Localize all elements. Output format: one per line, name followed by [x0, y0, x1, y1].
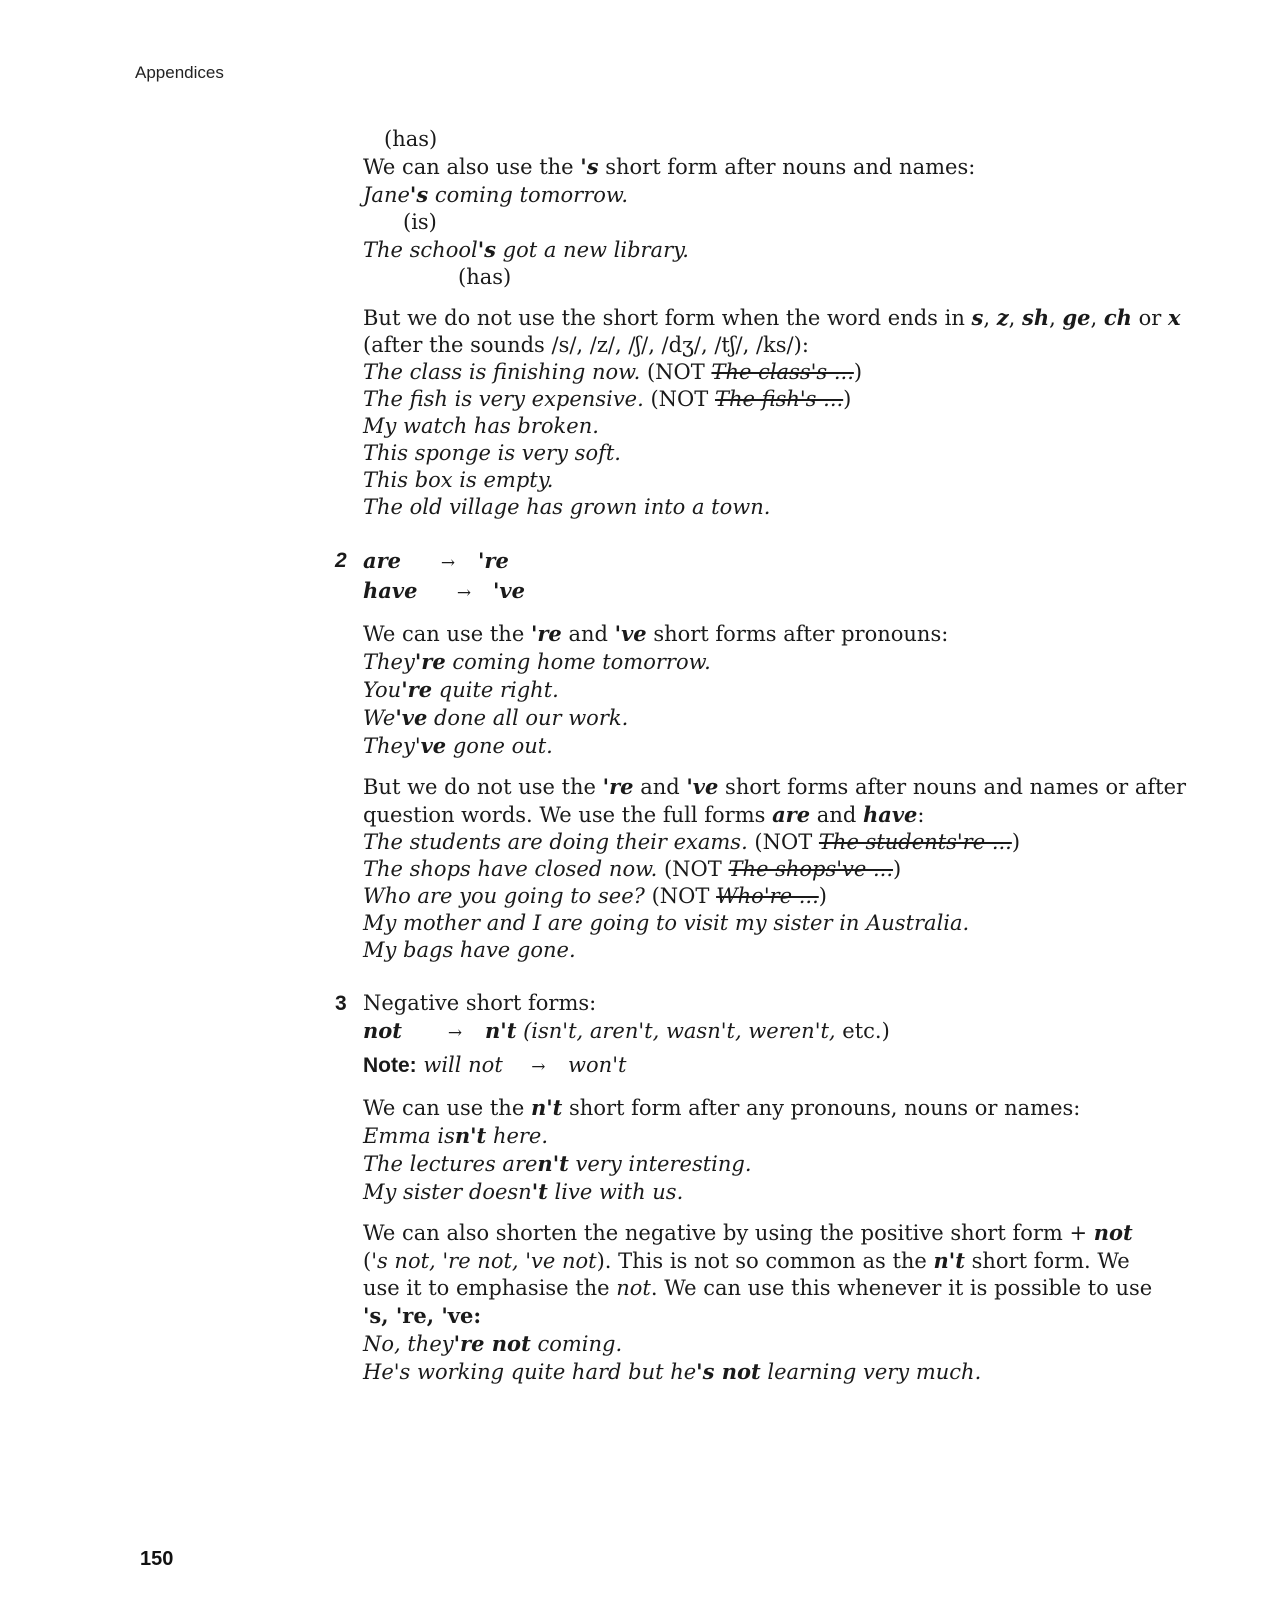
wrong-form: Who're ... — [716, 884, 819, 908]
example-janes: Jane's coming tomorrow. — [363, 182, 629, 207]
wrong-form: The fish's ... — [714, 387, 844, 411]
section-number: 3 — [335, 992, 347, 1015]
rule-short-form: But we do not use the short form when the word ends in s, z, sh, ge, ch or x — [363, 305, 1181, 330]
example-theyre-not: No, they're not coming. — [363, 1331, 623, 1356]
para-line-1: We can also shorten the negative by using the positive short form + not — [363, 1220, 1133, 1245]
example-emma: Emma isn't here. — [363, 1123, 549, 1148]
example-theyve: They've gone out. — [363, 733, 553, 758]
example-box: This box is empty. — [363, 468, 554, 492]
pair-not: not → n't (isn't, aren't, wasn't, weren't, etc.) — [363, 1018, 890, 1043]
negative-title: 3 Negative short forms: — [335, 991, 597, 1015]
note-has-top: (has) — [384, 127, 438, 151]
example-bags: My bags have gone. — [363, 938, 576, 962]
note-will-not: Note: will not → won't — [363, 1053, 627, 1077]
rule-full-forms: question words. We use the full forms are and have: — [363, 802, 925, 827]
page-number: 150 — [140, 1548, 174, 1570]
example-youre: You're quite right. — [363, 677, 559, 702]
example-village: The old village has grown into a town. — [363, 495, 771, 519]
example-who: Who are you going to see? (NOT Who're ...) — [363, 884, 827, 908]
example-theyre: They're coming home tomorrow. — [363, 649, 711, 674]
s-intro: We can also use the 's short form after nouns and names: — [363, 154, 976, 179]
example-mother: My mother and I are going to visit my sister in Australia. — [363, 911, 970, 935]
wrong-form: The students're ... — [818, 830, 1012, 854]
example-weve: We've done all our work. — [363, 705, 629, 730]
running-header: Appendices — [135, 63, 224, 82]
section-number: 2 — [335, 549, 347, 572]
note-has: (has) — [458, 265, 512, 289]
example-lectures: The lectures aren't very interesting. — [363, 1151, 752, 1176]
page-content — [335, 126, 1193, 1386]
pair-are: 2 are → 're — [335, 548, 509, 573]
example-school: The school's got a new library. — [363, 237, 689, 262]
para-line-2: ('s not, 're not, 've not). This is not so common as the n't short form. We — [363, 1248, 1130, 1273]
re-ve-intro: We can use the 're and 've short forms after pronouns: — [363, 621, 949, 646]
pair-have: have → 've — [363, 578, 525, 603]
example-sister: My sister doesn't live with us. — [363, 1179, 684, 1204]
example-shops: The shops have closed now. (NOT The shops've ...) — [363, 857, 902, 881]
example-sponge: This sponge is very soft. — [363, 441, 621, 465]
example-students: The students are doing their exams. (NOT The students're ...) — [363, 830, 1021, 854]
example-class: The class is finishing now. (NOT The class's ...) — [363, 360, 863, 384]
rule-sounds: (after the sounds /s/, /z/, /ʃ/, /dʒ/, /tʃ/, /ks/): — [363, 333, 809, 357]
example-watch: My watch has broken. — [363, 414, 599, 438]
para-line-4: 's, 're, 've: — [363, 1303, 482, 1328]
note-is: (is) — [403, 210, 437, 234]
nt-intro: We can use the n't short form after any pronouns, nouns or names: — [363, 1095, 1081, 1120]
wrong-form: The class's ... — [711, 360, 854, 384]
example-hes-not: He's working quite hard but he's not learning very much. — [363, 1359, 982, 1384]
rule-nouns: But we do not use the 're and 've short forms after nouns and names or after — [363, 774, 1187, 799]
wrong-form: The shops've ... — [728, 857, 894, 881]
para-line-3: use it to emphasise the not. We can use this whenever it is possible to use — [363, 1276, 1153, 1300]
example-fish: The fish is very expensive. (NOT The fish's ...) — [363, 387, 852, 411]
